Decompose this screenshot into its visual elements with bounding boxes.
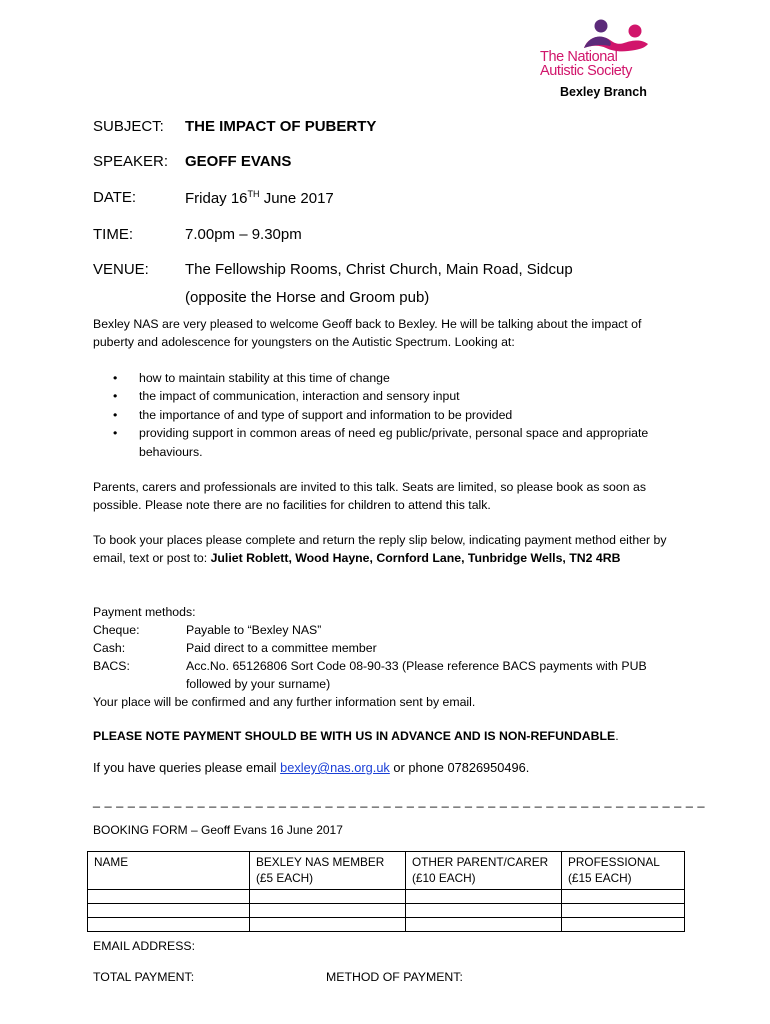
queries-phone: or phone 07826950496. xyxy=(389,760,530,775)
list-item: • the impact of communication, interaction and sensory input xyxy=(113,387,673,405)
header-price: (£5 EACH) xyxy=(256,871,314,885)
payment-value: Paid direct to a committee member xyxy=(186,641,377,655)
time-value: 7.00pm – 9.30pm xyxy=(185,226,302,243)
date-label: DATE: xyxy=(93,189,137,206)
list-item: • the importance of and type of support and information to be provided xyxy=(113,406,673,424)
header-price: (£15 EACH) xyxy=(568,871,632,885)
table-row[interactable] xyxy=(88,890,685,904)
table-row[interactable] xyxy=(88,904,685,918)
booking-intro-text: To book your places please complete and return the reply slip below, indicating payment method either by email, text or post to: xyxy=(93,533,667,566)
payment-label: Cheque: xyxy=(93,623,140,637)
member-cell[interactable] xyxy=(250,904,406,918)
table-header-row xyxy=(88,852,685,890)
payment-value: Acc.No. 65126806 Sort Code 08-90-33 (Please reference BACS payments with PUB followed by your surname) xyxy=(186,659,647,691)
notice-text: PLEASE NOTE PAYMENT SHOULD BE WITH US IN ADVANCE AND IS NON-REFUNDABLE xyxy=(93,729,616,743)
logo-text xyxy=(540,50,632,78)
name-column-header: NAME xyxy=(88,852,250,890)
parent-column-header xyxy=(406,852,562,890)
topic-list xyxy=(113,369,673,461)
queries-text: If you have queries please email xyxy=(93,760,281,775)
total-payment-field[interactable]: TOTAL PAYMENT: xyxy=(93,970,195,984)
booking-address: Juliet Roblett, Wood Hayne, Cornford Lane, Tunbridge Wells, TN2 4RB xyxy=(210,551,621,566)
header-line: OTHER PARENT/CARER xyxy=(412,855,549,869)
date-value xyxy=(185,189,334,207)
date-day: Friday 16 xyxy=(185,190,248,207)
professional-column-header xyxy=(562,852,685,890)
queries-line xyxy=(93,759,529,777)
parent-cell[interactable] xyxy=(406,918,562,932)
booking-form-title: BOOKING FORM – Geoff Evans 16 June 2017 xyxy=(93,823,343,837)
logo-line-2: Autistic Society xyxy=(540,63,632,79)
subject-value: THE IMPACT OF PUBERTY xyxy=(185,118,377,135)
date-month-year: June 2017 xyxy=(259,190,334,207)
header-line: PROFESSIONAL xyxy=(568,855,660,869)
email-link[interactable]: bexley@nas.org.uk xyxy=(280,760,390,775)
venue-line-2: (opposite the Horse and Groom pub) xyxy=(185,289,430,306)
notice-end: . xyxy=(615,729,619,743)
table-row[interactable] xyxy=(88,918,685,932)
date-suffix: TH xyxy=(247,189,260,199)
list-item: • providing support in common areas of need eg public/private, personal space and appropriate behaviours. xyxy=(113,424,673,461)
branch-name: Bexley Branch xyxy=(560,85,647,99)
logo-line-1: The National xyxy=(540,49,618,65)
name-cell[interactable] xyxy=(88,918,250,932)
name-cell[interactable] xyxy=(88,890,250,904)
payment-label: BACS: xyxy=(93,659,130,673)
invite-paragraph: Parents, carers and professionals are invited to this talk. Seats are limited, so please book as soon as possible. Please note there are no facilities for children to attend this talk. xyxy=(93,480,646,513)
payment-confirm: Your place will be confirmed and any further information sent by email. xyxy=(93,695,476,709)
intro-paragraph: Bexley NAS are very pleased to welcome Geoff back to Bexley. He will be talking about the impact of puberty and adolescence for youngsters on the Autistic Spectrum. Looking at: xyxy=(93,317,642,350)
professional-cell[interactable] xyxy=(562,904,685,918)
payment-label: Cash: xyxy=(93,641,126,655)
header-line: BEXLEY NAS MEMBER xyxy=(256,855,385,869)
payment-notice xyxy=(93,727,619,745)
professional-cell[interactable] xyxy=(562,918,685,932)
speaker-value: GEOFF EVANS xyxy=(185,153,292,170)
cut-line: _ _ _ _ _ _ _ _ _ _ _ _ _ _ _ _ _ _ _ _ _ _ _ _ _ _ _ _ _ _ _ _ _ _ _ _ _ _ _ _ _ _ _ _ _ _ _ _ _ _ _ _ _ xyxy=(93,794,706,808)
speaker-label: SPEAKER: xyxy=(93,153,169,170)
email-address-field[interactable]: EMAIL ADDRESS: xyxy=(93,939,196,953)
parent-cell[interactable] xyxy=(406,890,562,904)
payment-value: Payable to “Bexley NAS” xyxy=(186,623,322,637)
list-item: • how to maintain stability at this time of change xyxy=(113,369,673,387)
payment-heading: Payment methods: xyxy=(93,605,196,619)
time-label: TIME: xyxy=(93,226,133,243)
header-price: (£10 EACH) xyxy=(412,871,476,885)
member-cell[interactable] xyxy=(250,918,406,932)
venue-label: VENUE: xyxy=(93,261,149,278)
member-column-header xyxy=(250,852,406,890)
member-cell[interactable] xyxy=(250,890,406,904)
method-of-payment-field[interactable]: METHOD OF PAYMENT: xyxy=(326,970,463,984)
venue-line-1: The Fellowship Rooms, Christ Church, Main Road, Sidcup xyxy=(185,261,573,278)
booking-instructions xyxy=(93,531,683,567)
name-cell[interactable] xyxy=(88,904,250,918)
professional-cell[interactable] xyxy=(562,890,685,904)
booking-form-table xyxy=(87,851,685,932)
parent-cell[interactable] xyxy=(406,904,562,918)
subject-label: SUBJECT: xyxy=(93,118,164,135)
